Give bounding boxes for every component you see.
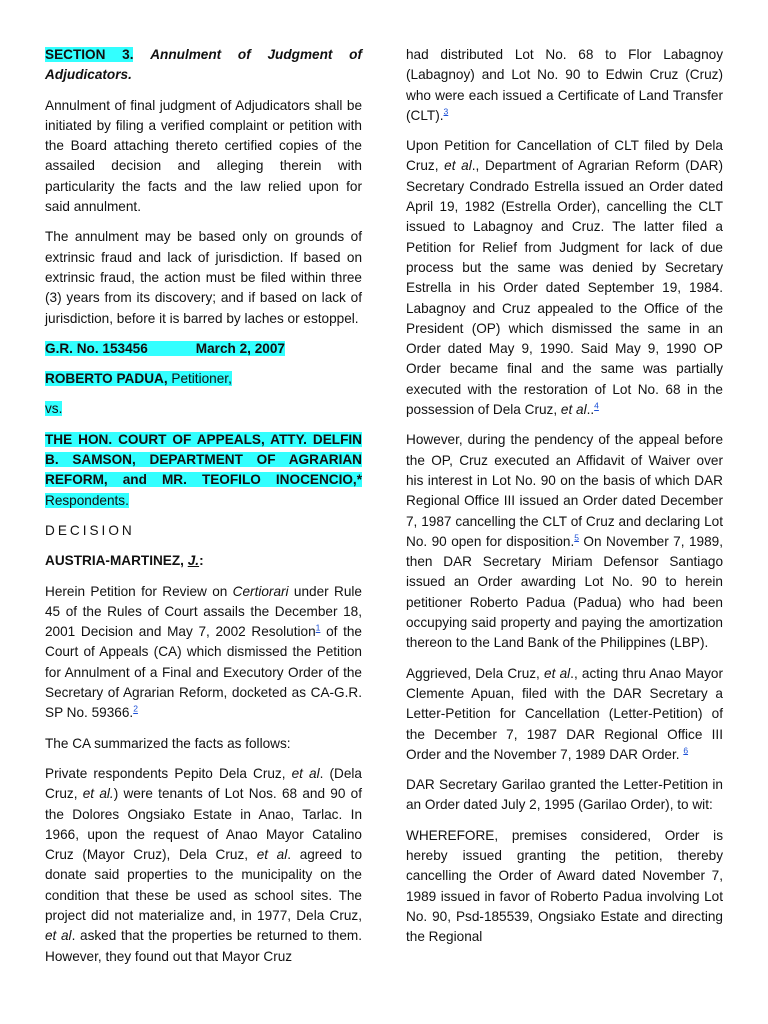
continued-paragraph: had distributed Lot No. 68 to Flor Labagnoy (Labagnoy) and Lot No. 90 to Edwin Cruz (Cruz) who were each issued a Certificate of Land Transfer (CLT).$^3$ <box>406 47 723 123</box>
wherefore-paragraph: WHEREFORE, premises considered, Order is hereby issued granting the petition, thereby cancelling the Order of Award dated November 7, 1989 issued in favor of Roberto Padua involving Lot No. 90, Psd-185539, Ongsiako Estate and directing the Regional <box>406 827 723 945</box>
facts-paragraph: Private respondents Pepito Dela Cruz, et al. (Dela Cruz, et al.) were tenants of Lot Nos. 68 and 90 of the Dolores Ongsiako Estate in Anao, Tarlac. In 1966, upon the request of Anao Mayor Catalino Cruz (Mayor Cruz), Dela Cruz, et al. agreed to donate said properties to the municipality on the condition that these be used as school sites. The project did not materialize and, in 1977, Dela Cruz, et al. asked that the properties be returned to them. However, they found out that Mayor Cruz <box>45 765 363 964</box>
petition-paragraph: Upon Petition for Cancellation of CLT filed by Dela Cruz, et al., Department of Agrarian Reform (DAR) Secretary Condrado Estrella issued an Order dated April 19, 1982 (Estrella Order), cancelling the CLT issued to Labagnoy and Cruz. The latter filed a Petition for Relief from Judgment for lack of due process but the same was denied by Secretary Estrella in his Order dated September 19, 1984. Labagnoy and Cruz appealed to the Office of the President (OP) which dismissed the same in an Order dated May 9, 1990. Said May 9, 1990 OP Order became final and the same was partially executed with the restoration of Lot No. 68 in the possession of Dela Cruz, et al..$^4$ <box>406 138 723 418</box>
case-date: March 2, 2007 <box>195 340 285 356</box>
intro-paragraph: Herein Petition for Review on Certiorari under Rule 45 of the Rules of Court assails the December 18, 2001 Decision and May 7, 2002 Resolution$^1$ of the Court of Appeals (CA) which dismissed the Petition for Annulment of a Final and Executory Order of the Secretary of Agrarian Reform, docketed as CA-G.R. SP No. 59366.$^2$ <box>45 583 362 721</box>
respondents-names: THE HON. COURT OF APPEALS, ATTY. DELFIN B. SAMSON, DEPARTMENT OF AGRARIAN REFORM, and MR. TEOFILO INOCENCIO,* <box>45 431 362 488</box>
petitioner-line <box>45 369 362 389</box>
footnote-link-2[interactable]: 2 <box>133 703 138 714</box>
annulment-paragraph-1: Annulment of final judgment of Adjudicators shall be initiated by filing a verified complaint or petition with the Board attaching thereto certified copies of the assailed decision and alleging therein with particularity the facts and the law relied upon for said annulment. <box>45 97 362 215</box>
section-title: Annulment of Judgment of Adjudicators. <box>45 47 362 83</box>
left-column <box>45 45 362 977</box>
decision-heading: DECISION <box>45 522 135 538</box>
section-label: SECTION 3. <box>45 47 134 62</box>
right-column <box>406 45 723 957</box>
however-paragraph: However, during the pendency of the appeal before the OP, Cruz executed an Affidavit of Waiver over his interest in Lot No. 90 on the basis of which DAR Regional Office III issued an Order dated December 7, 1987 cancelling the CLT of Cruz and declaring Lot No. 90 open for disposition.$^5$ On November 7, 1989, then DAR Secretary Miriam Defensor Santiago issued an Order awarding Lot No. 90 to herein petitioner Roberto Padua (Padua) who had been occupying said property and paying the amortization thereon to the Land Bank of the Philippines (LBP). <box>406 432 723 651</box>
footnote-link-6[interactable]: 6 <box>683 745 689 756</box>
garilao-paragraph: DAR Secretary Garilao granted the Letter-Petition in an Order dated July 2, 1995 (Garilao Order), to wit: <box>406 777 723 813</box>
footnote-link-1[interactable]: 1 <box>315 622 321 633</box>
ponente-line <box>45 551 362 571</box>
petitioner-name: ROBERTO PADUA, <box>45 371 168 387</box>
footnote-link-3[interactable]: 3 <box>443 106 449 117</box>
footnote-link-5[interactable]: 5 <box>574 532 579 543</box>
section-heading <box>45 45 362 86</box>
footnote-link-4[interactable]: 4 <box>594 400 599 411</box>
case-number-line <box>45 339 362 359</box>
ponente-title: J. <box>187 553 200 569</box>
respondents-line <box>45 430 362 511</box>
aggrieved-paragraph: Aggrieved, Dela Cruz, et al., acting thru Anao Mayor Clemente Apuan, filed with the DAR Secretary a Letter-Petition for Cancellation (Letter-Petition) of the December 7, 1987 DAR Regional Office III Order and the November 7, 1989 DAR Order. $^6$ <box>406 665 723 762</box>
summary-paragraph: The CA summarized the facts as follows: <box>45 735 291 751</box>
annulment-paragraph-2: The annulment may be based only on grounds of extrinsic fraud and lack of jurisdiction. If based on extrinsic fraud, the action must be filed within three (3) years from its discovery; and if based on lack of jurisdiction, before it is barred by laches or estoppel. <box>45 229 362 326</box>
versus-line <box>45 399 362 419</box>
petitioner-role: Petitioner, <box>167 371 232 387</box>
respondents-role: Respondents. <box>45 492 129 508</box>
ponente-name: AUSTRIA-MARTINEZ, <box>45 553 188 569</box>
case-gr-number: G.R. No. 153456 <box>45 341 196 356</box>
ponente-colon: : <box>199 553 204 569</box>
versus-text: vs. <box>45 401 63 417</box>
